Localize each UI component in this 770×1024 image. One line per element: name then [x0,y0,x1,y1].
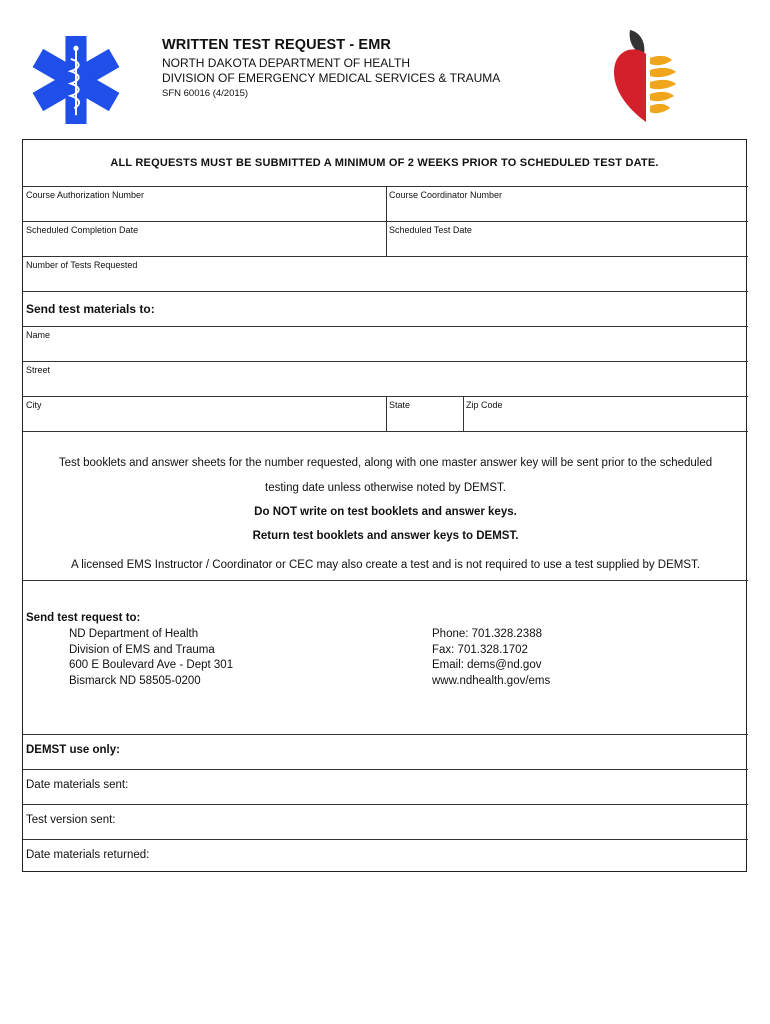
test-version-sent-field[interactable] [23,804,748,839]
address-line: ND Department of Health [69,628,199,640]
state-field[interactable] [386,396,463,431]
send-request-heading: Send test request to: [26,612,141,624]
phone-number: Phone: 701.328.2388 [432,628,542,640]
test-version-sent-label: Test version sent: [26,814,116,826]
instructions-section [23,431,748,580]
state-label: State [389,400,411,410]
return-materials-notice: Return test booklets and answer keys to DEMST. [252,530,519,542]
date-materials-sent-field[interactable] [23,769,748,804]
fax-number: Fax: 701.328.1702 [432,643,528,656]
instructions-line-1: Test booklets and answer sheets for the number requested, along with one master answer key will be sent prior to the scheduled [58,457,713,469]
scheduled-completion-field[interactable] [23,221,386,256]
name-field[interactable] [23,326,748,361]
street-field[interactable] [23,361,748,396]
zip-code-label: Zip Code [466,400,503,410]
send-materials-heading: Send test materials to: [26,302,155,316]
scheduled-test-date-label: Scheduled Test Date [389,225,472,235]
course-coordinator-label: Course Coordinator Number [389,190,503,200]
city-field[interactable] [23,396,386,431]
instructor-note: A licensed EMS Instructor / Coordinator or CEC may also create a test and is not required to use a test supplied by DEMST. [71,559,700,571]
zip-code-field[interactable] [463,396,748,431]
form-number: SFN 60016 (4/2015) [162,88,249,99]
form-title: WRITTEN TEST REQUEST - EMR [162,37,391,53]
mailing-address [69,627,233,689]
street-label: Street [26,365,51,375]
scheduled-completion-label: Scheduled Completion Date [26,225,139,235]
city-label: City [26,400,42,410]
address-line: Bismarck ND 58505-0200 [69,674,201,687]
submission-notice: ALL REQUESTS MUST BE SUBMITTED A MINIMUM OF 2 WEEKS PRIOR TO SCHEDULED TEST DATE. [110,157,659,169]
email-address: Email: dems@nd.gov [432,659,542,671]
number-of-tests-label: Number of Tests Requested [26,260,138,270]
division-name: DIVISION OF EMERGENCY MEDICAL SERVICES & TRAUMA [162,71,501,85]
demst-section-header [23,734,748,769]
send-materials-section [23,291,748,326]
date-materials-sent-label: Date materials sent: [26,779,129,791]
address-line: Division of EMS and Trauma [69,643,215,656]
date-materials-returned-field[interactable] [23,839,748,873]
scheduled-test-date-field[interactable] [386,221,748,256]
department-name: NORTH DAKOTA DEPARTMENT OF HEALTH [162,56,411,70]
instructions-line-2: testing date unless otherwise noted by DEMST. [265,482,506,494]
name-label: Name [26,330,51,340]
column-divider [463,396,464,431]
column-divider [386,396,387,431]
date-materials-returned-label: Date materials returned: [26,849,150,861]
send-request-section [23,580,748,734]
website-url: www.ndhealth.gov/ems [432,674,551,687]
course-coordinator-field[interactable] [386,186,748,221]
request-form [22,139,747,872]
nd-health-apple-logo [610,28,686,124]
course-authorization-field[interactable] [23,186,386,221]
contact-info [432,627,550,689]
column-divider [386,186,387,256]
do-not-write-notice: Do NOT write on test booklets and answer keys. [254,506,517,518]
demst-heading: DEMST use only: [26,744,120,756]
course-authorization-label: Course Authorization Number [26,190,145,200]
address-line: 600 E Boulevard Ave - Dept 301 [69,659,234,671]
star-of-life-logo [32,36,120,124]
number-of-tests-field[interactable] [23,256,748,291]
